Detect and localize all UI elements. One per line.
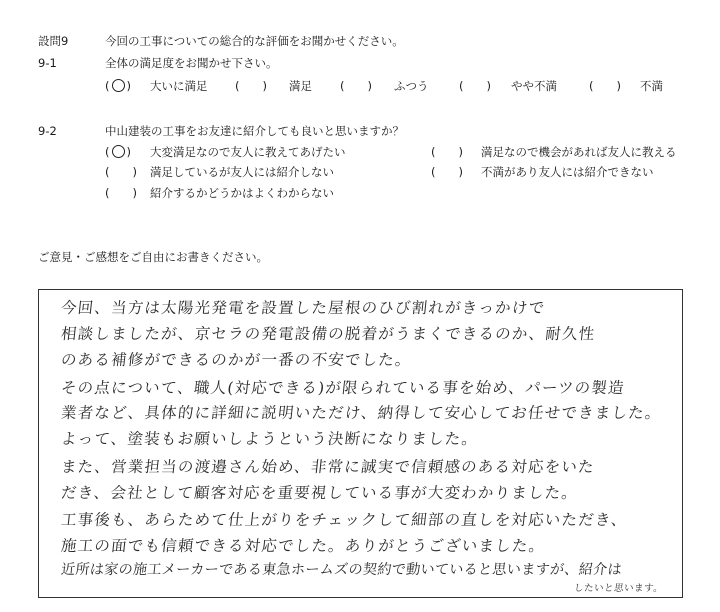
comments-label: ご意見・ご感想をご自由にお書きください。	[38, 250, 268, 264]
option-label: 不満があり友人には紹介できない	[481, 165, 654, 179]
checkbox[interactable]: ( )	[431, 145, 463, 159]
checkbox[interactable]: ( )	[235, 79, 267, 93]
option-label: 紹介するかどうかはよくわからない	[150, 186, 334, 200]
handwritten-line: よって、塗装もお願いしようという決断になりました。	[60, 430, 480, 448]
handwritten-line: 相談しましたが、京セラの発電設備の脱着がうまくできるのか、耐久性	[60, 325, 597, 343]
circle-mark-icon	[112, 145, 125, 158]
subquestion-text: 中山建装の工事をお友達に紹介しても良いと思いますか？	[105, 124, 404, 138]
checkbox[interactable]: ( )	[459, 79, 491, 93]
handwritten-line: また、営業担当の渡邉さん始め、非常に誠実で信頼感のある対応をいた	[60, 458, 596, 476]
handwritten-line: 工事後も、あらためて仕上がりをチェックして細部の直しを対応いただき、	[60, 511, 629, 529]
handwritten-line: 業者など、具体的に詳細に説明いただけ、納得して安心してお任せできました。	[60, 404, 663, 422]
option-label: ふつう	[394, 79, 429, 93]
comments-box[interactable]	[38, 289, 683, 598]
handwritten-line: だき、会社として顧客対応を重要視している事が大変わかりました。	[60, 484, 580, 502]
option-label: 大いに満足	[150, 79, 208, 93]
subquestion-number: 9-2	[38, 124, 57, 138]
option-label: 満足なので機会があれば友人に教える	[481, 145, 677, 159]
handwritten-line: のある補修ができるのかが一番の不安でした。	[60, 351, 413, 369]
checkbox-selected[interactable]: ( )	[105, 145, 131, 159]
subquestion-text: 全体の満足度をお聞かせ下さい。	[105, 56, 278, 70]
checkbox[interactable]: ( )	[105, 186, 137, 200]
checkbox-selected[interactable]: ( )	[105, 79, 131, 93]
option-label: 不満	[640, 79, 663, 93]
handwritten-line: 近所は家の施工メーカーである東急ホームズの契約で動いていると思いますが、紹介は	[60, 562, 623, 578]
option-label: 満足	[289, 79, 312, 93]
option-label: やや不満	[511, 79, 557, 93]
checkbox[interactable]: ( )	[340, 79, 372, 93]
handwritten-line: 今回、当方は太陽光発電を設置した屋根のひび割れがきっかけで	[60, 299, 547, 317]
option-label: 大変満足なので友人に教えてあげたい	[150, 145, 346, 159]
checkbox[interactable]: ( )	[105, 165, 137, 179]
handwritten-line: その点について、職人(対応できる)が限られている事を始め、パーツの製造	[60, 379, 626, 397]
checkbox[interactable]: ( )	[589, 79, 621, 93]
circle-mark-icon	[112, 79, 125, 92]
checkbox[interactable]: ( )	[431, 165, 463, 179]
option-label: 満足しているが友人には紹介しない	[150, 165, 334, 179]
handwritten-line: 施工の面でも信頼できる対応でした。ありがとうございました。	[60, 537, 547, 555]
question-title: 今回の工事についての総合的な評価をお聞かせください。	[105, 34, 404, 48]
handwritten-line: したいと思います。	[573, 583, 664, 594]
subquestion-number: 9-1	[38, 56, 57, 70]
question-number: 設問9	[38, 34, 69, 48]
